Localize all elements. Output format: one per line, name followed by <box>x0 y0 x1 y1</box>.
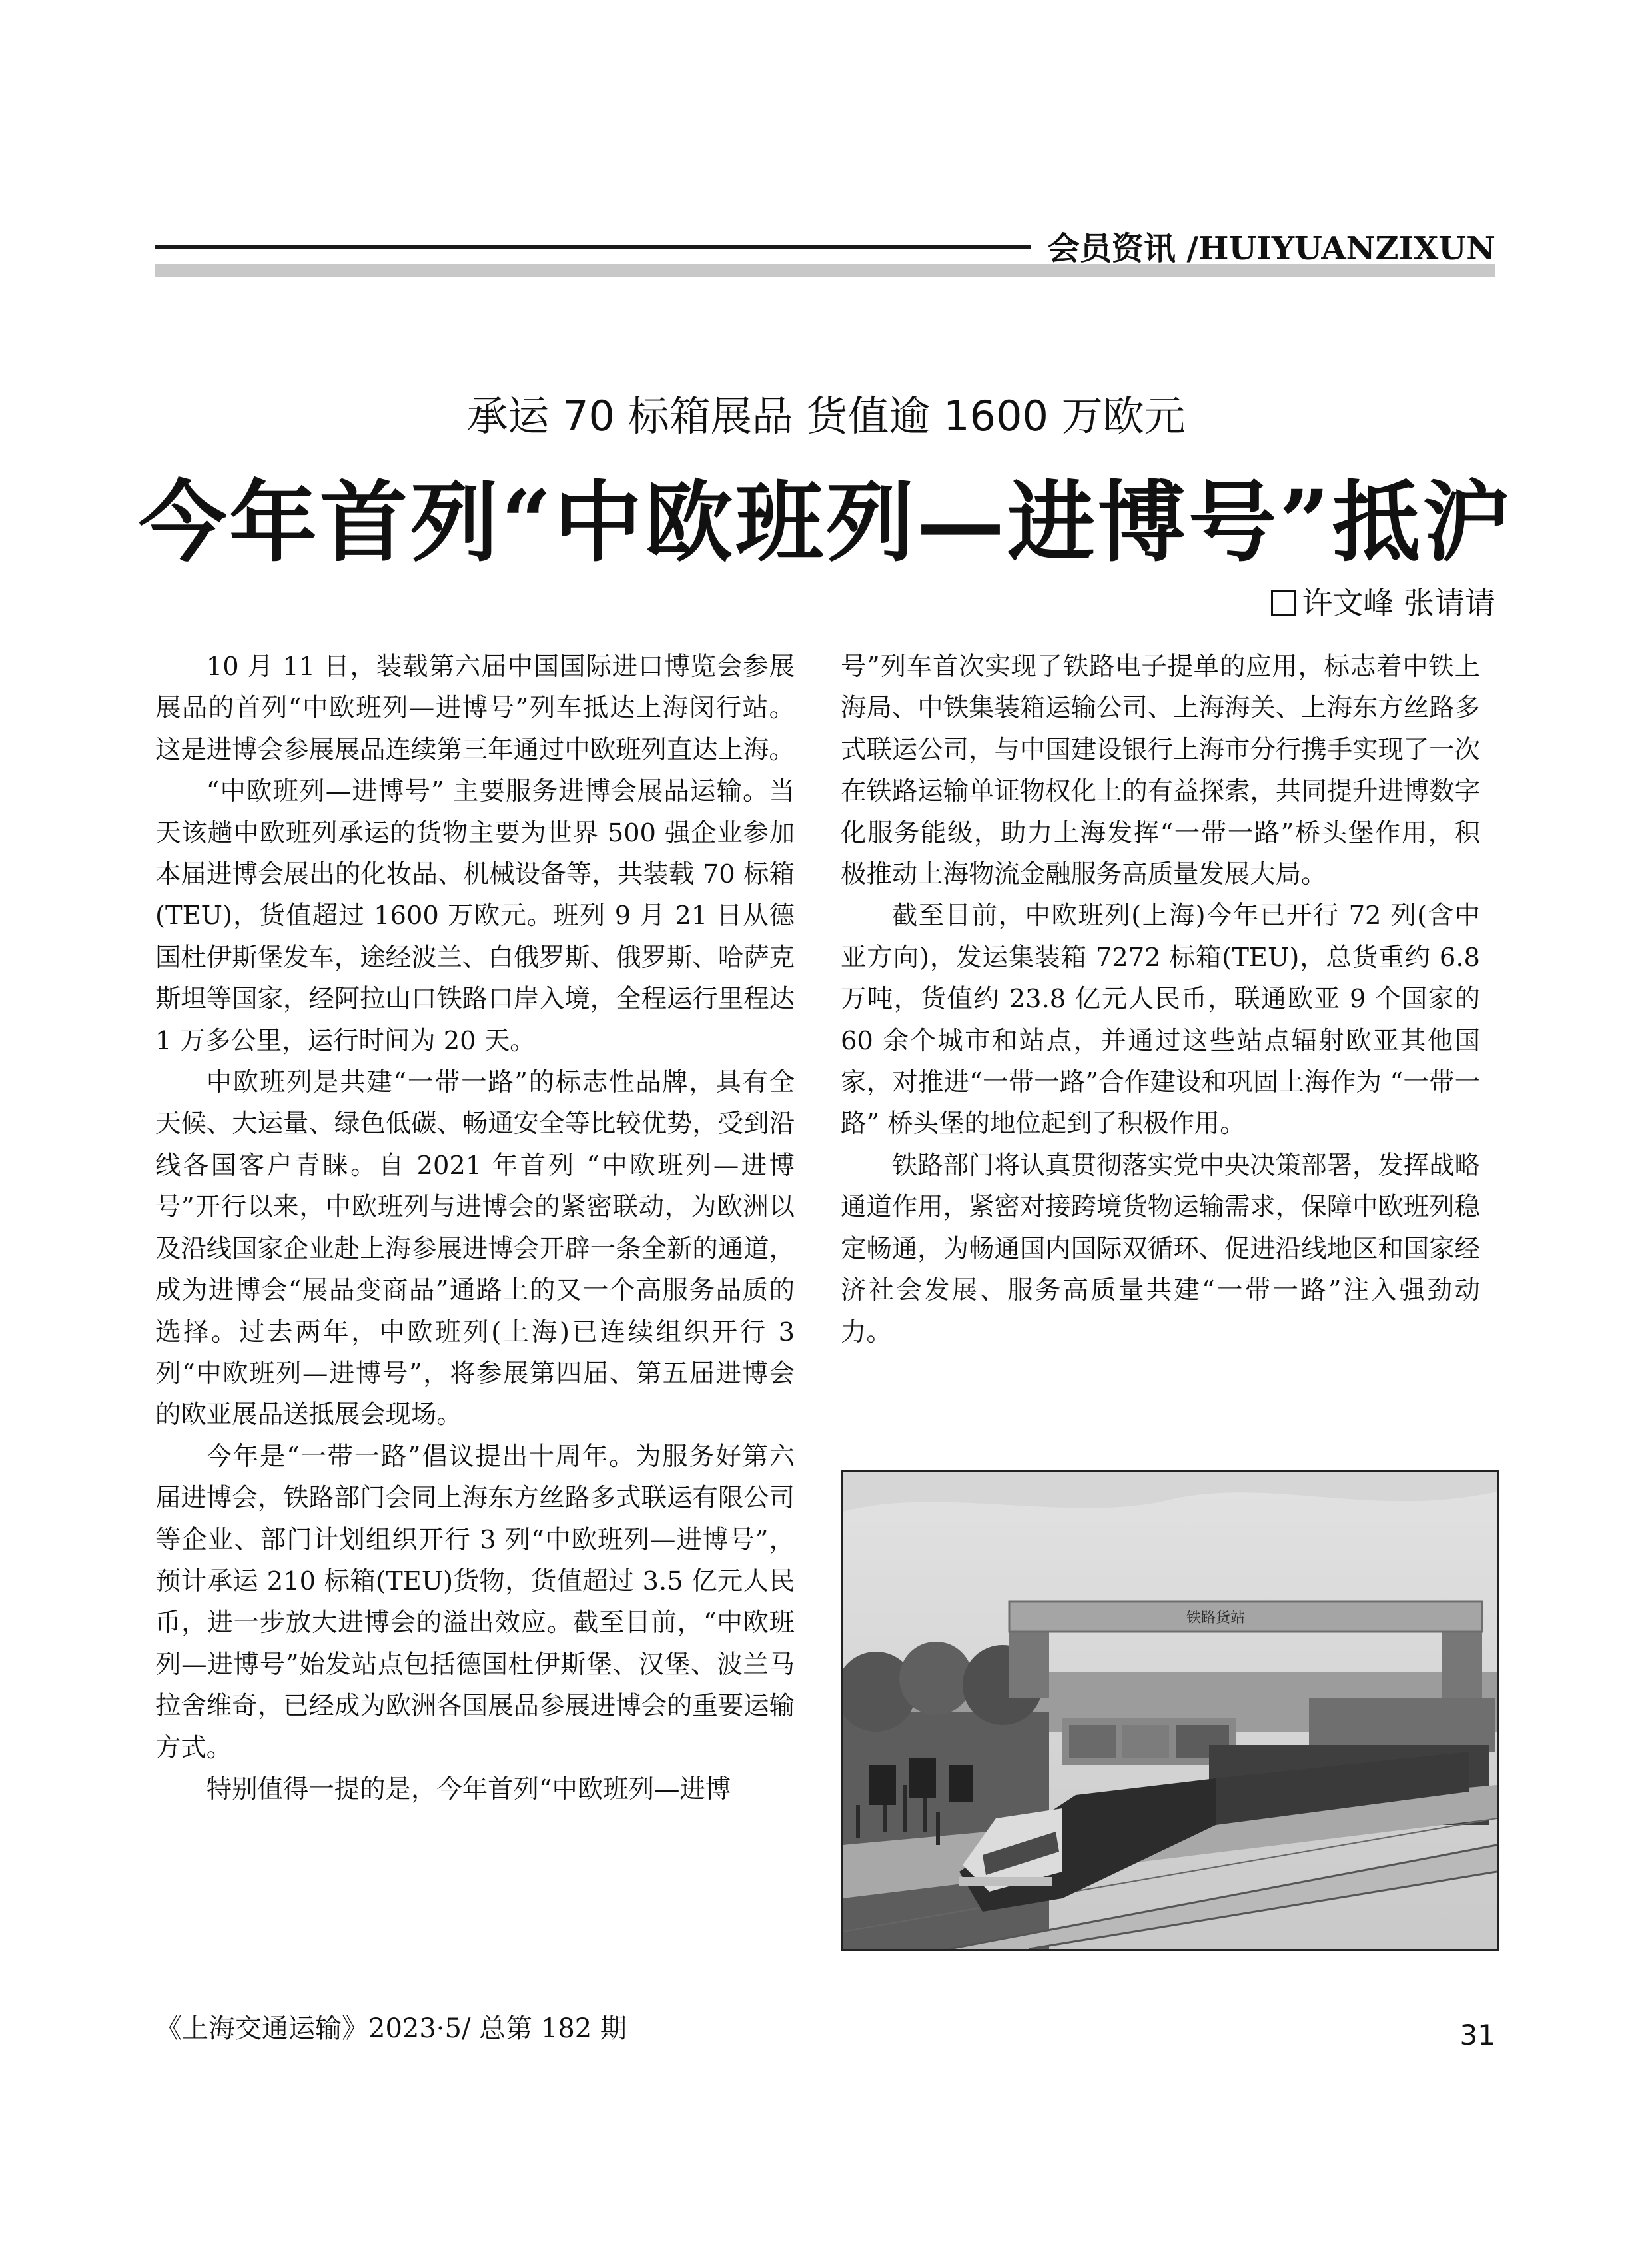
byline-box-icon <box>1271 590 1296 616</box>
byline <box>1271 580 1495 626</box>
paragraph: 铁路部门将认真贯彻落实党中央决策部署，发挥战略通道作用，紧密对接跨境货物运输需求，保障中欧班列稳定畅通，为畅通国内国际双循环、促进沿线地区和国家经济社会发展、服务高质量共建“一带一路”注入强劲动力。 <box>841 1150 1480 1347</box>
page-number: 31 <box>1459 2019 1495 2051</box>
right-column <box>841 646 1480 1353</box>
paragraph: 截至目前，中欧班列(上海)今年已开行 72 列(含中亚方向)，发运集装箱 7272 标箱(TEU)，总货重约 6.8 万吨，货值约 23.8 亿元人民币，联通欧亚 9 个国家的 60 余个城市和站点，并通过这些站点辐射欧亚其他国家，对推进“一带一路”合作建设和巩固上海作为 “一带一路” 桥头堡的地位起到了积极作用。 <box>841 901 1480 1139</box>
paragraph-continuation: 号”列车首次实现了铁路电子提单的应用，标志着中铁上海局、中铁集装箱运输公司、上海海关、上海东方丝路多式联运公司，与中国建设银行上海市分行携手实现了一次在铁路运输单证物权化上的有益探索，共同提升进博数字化服务能级，助力上海发挥“一带一路”桥头堡作用，积极推动上海物流金融服务高质量发展大局。 <box>841 652 1480 890</box>
article-title: 今年首列“中欧班列—进博号”抵沪 <box>139 471 1513 574</box>
paragraph: “中欧班列—进博号” 主要服务进博会展品运输。当天该趟中欧班列承运的货物主要为世界 500 强企业参加本届进博会展出的化妆品、机械设备等，共装载 70 标箱(TEU)，货值超过 1600 万欧元。班列 9 月 21 日从德国杜伊斯堡发车，途经波兰、白俄罗斯、俄罗斯、哈萨克斯坦等国家，经阿拉山口铁路口岸入境，全程运行里程达 1 万多公里，运行时间为 20 天。 <box>155 776 795 1056</box>
left-column <box>155 646 795 1810</box>
authors: 许文峰 张请请 <box>1302 585 1495 621</box>
crane-sign-text: 铁路货站 <box>1186 1610 1246 1626</box>
train-photo <box>841 1470 1499 1951</box>
paragraph: 10 月 11 日，装载第六届中国国际进口博览会参展展品的首列“中欧班列—进博号”列车抵达上海闵行站。这是进博会参展展品连续第三年通过中欧班列直达上海。 <box>155 652 795 765</box>
paragraph: 今年是“一带一路”倡议提出十周年。为服务好第六届进博会，铁路部门会同上海东方丝路多式联运有限公司等企业、部门计划组织开行 3 列“中欧班列—进博号”，预计承运 210 标箱(TEU)货物，货值超过 3.5 亿元人民币，进一步放大进博会的溢出效应。截至目前，“中欧班列—进博号”始发站点包括德国杜伊斯堡、汉堡、波兰马拉舍维奇，已经成为欧洲各国展品参展进博会的重要运输方式。 <box>155 1441 795 1763</box>
publication-source: 《上海交通运输》2023·5/ 总第 182 期 <box>155 2013 627 2044</box>
article-subtitle: 承运 70 标箱展品 货值逾 1600 万欧元 <box>466 392 1186 440</box>
paragraph: 中欧班列是共建“一带一路”的标志性品牌，具有全天候、大运量、绿色低碳、畅通安全等比较优势，受到沿线各国客户青睐。自 2021 年首列 “中欧班列—进博号”开行以来，中欧班列与进博会的紧密联动，为欧洲以及沿线国家企业赴上海参展进博会开辟一条全新的通道，成为进博会“展品变商品”通路上的又一个高服务品质的选择。过去两年，中欧班列(上海)已连续组织开行 3 列“中欧班列—进博号”，将参展第四届、第五届进博会的欧亚展品送抵展会现场。 <box>155 1067 795 1430</box>
header-rule <box>155 245 1031 249</box>
section-label: 会员资讯 /HUIYUANZIXUN <box>1047 230 1495 267</box>
paragraph: 特别值得一提的是，今年首列“中欧班列—进博 <box>206 1774 731 1804</box>
